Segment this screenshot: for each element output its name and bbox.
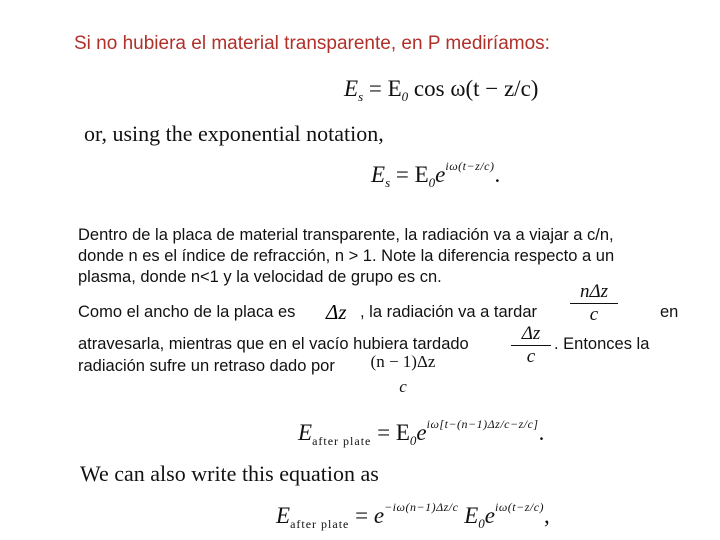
frac1-den: c bbox=[589, 304, 599, 325]
note-exponential: or, using the exponential notation, bbox=[84, 121, 384, 146]
eq2-rhs: = E bbox=[395, 162, 429, 187]
eq4-eq: = bbox=[355, 503, 369, 528]
eq4-e0: E bbox=[464, 503, 479, 528]
para1-line: plasma, donde n<1 y la velocidad de grupo es cn. bbox=[78, 268, 442, 286]
eq2-e: e bbox=[435, 162, 446, 187]
eq3-end: . bbox=[538, 420, 545, 445]
equation-after-plate bbox=[298, 417, 544, 449]
eq4-exp2: iω(t−z/c) bbox=[494, 500, 545, 514]
eq1-rhs-sub: 0 bbox=[401, 89, 409, 104]
note-also-write: We can also write this equation as bbox=[80, 461, 379, 486]
frac2-den: c bbox=[526, 346, 536, 367]
para2-line3-a: radiación sufre un retraso dado por bbox=[78, 357, 335, 375]
eq1-rhs: = E bbox=[368, 76, 402, 101]
eq4-end: , bbox=[544, 503, 550, 528]
para2-line1-c: en bbox=[660, 303, 679, 321]
eq3-exp: iω[t−(n−1)Δz/c−z/c] bbox=[426, 417, 539, 431]
equation-after-plate-factored bbox=[276, 500, 550, 532]
eq2-lhs: E bbox=[371, 162, 386, 187]
eq3-lhs-sub: after plate bbox=[312, 434, 372, 448]
fraction-dz-over-c bbox=[511, 323, 551, 368]
eq4-e2: e bbox=[484, 503, 495, 528]
eq1-lhs-sub: s bbox=[358, 89, 364, 104]
eq3-rhs-sub: 0 bbox=[409, 433, 417, 448]
slide-title: Si no hubiera el material transparente, en P mediríamos: bbox=[74, 33, 550, 54]
para1-line: donde n es el índice de refracción, n > 1. Note la diferencia respecto a un bbox=[78, 247, 615, 265]
frac3-den: c bbox=[399, 377, 407, 396]
para2-line2-b: . Entonces la bbox=[554, 335, 650, 353]
eq3-lhs: E bbox=[298, 420, 313, 445]
fraction-delay bbox=[366, 352, 440, 397]
eq2-exp: iω(t−z/c) bbox=[445, 159, 495, 173]
para2-line2-a: atravesarla, mientras que en el vacío hubiera tardado bbox=[78, 335, 469, 353]
delta-z-symbol: Δz bbox=[326, 300, 347, 324]
paragraph-refraction bbox=[78, 225, 614, 288]
frac2-num: Δz bbox=[511, 323, 551, 346]
eq4-exp1: −iω(n−1)Δz/c bbox=[384, 500, 459, 514]
eq1-rest: cos ω(t − z/c) bbox=[413, 76, 539, 101]
fraction-n-dz-over-c bbox=[570, 281, 618, 326]
eq2-rhs-sub: 0 bbox=[428, 175, 436, 190]
eq2-end: . bbox=[494, 162, 501, 187]
eq4-lhs-sub: after plate bbox=[290, 517, 350, 531]
para1-line: Dentro de la placa de material transparente, la radiación va a viajar a c/n, bbox=[78, 226, 614, 244]
eq4-e0-sub: 0 bbox=[478, 516, 485, 531]
para2-line1-a: Como el ancho de la placa es bbox=[78, 303, 296, 321]
equation-exponential bbox=[371, 159, 500, 191]
eq3-e: e bbox=[416, 420, 427, 445]
frac3-num: (n − 1)Δz bbox=[370, 352, 436, 371]
equation-cos bbox=[344, 76, 538, 105]
eq4-lhs: E bbox=[276, 503, 291, 528]
frac1-num: nΔz bbox=[570, 281, 618, 304]
eq3-rhs: = E bbox=[377, 420, 410, 445]
eq2-lhs-sub: s bbox=[385, 175, 391, 190]
eq1-lhs: E bbox=[344, 76, 359, 101]
para2-line1-b: , la radiación va a tardar bbox=[360, 303, 538, 321]
eq4-e1: e bbox=[373, 503, 385, 528]
